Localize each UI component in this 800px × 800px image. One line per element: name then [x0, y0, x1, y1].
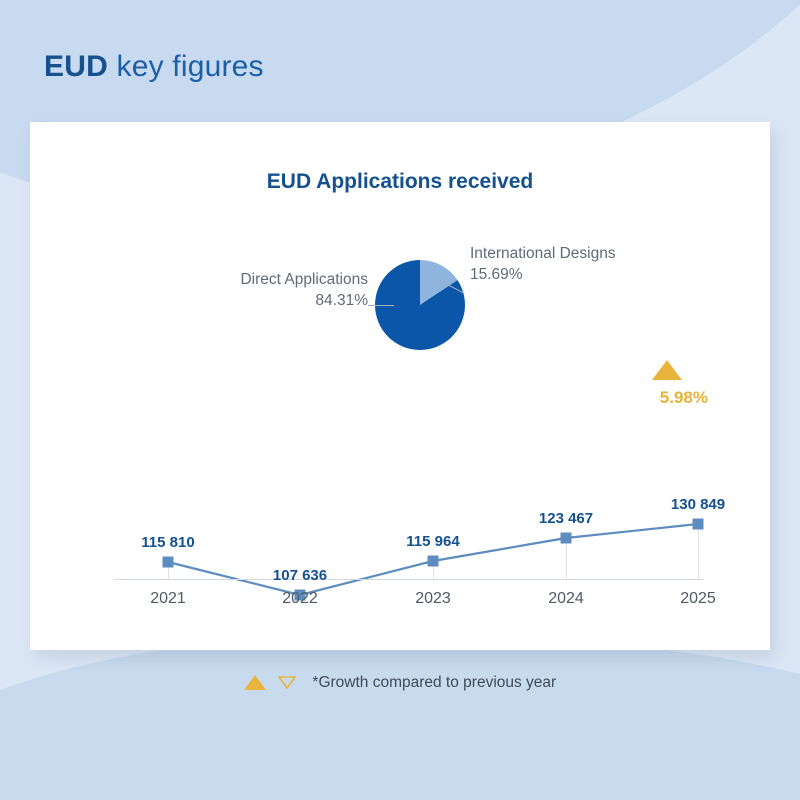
data-point-2024 [561, 533, 572, 544]
line-chart-series [86, 362, 714, 622]
x-tick-2023: 2023 [415, 590, 451, 607]
line-chart [86, 362, 726, 622]
page-title-bold: EUD [44, 50, 108, 83]
page-title [44, 50, 264, 84]
data-point-2021 [163, 557, 174, 568]
x-tick-2025: 2025 [680, 590, 716, 607]
chart-card [30, 122, 770, 650]
page-title-rest: key figures [107, 50, 264, 83]
x-tick-2024: 2024 [548, 590, 584, 607]
x-axis-line [114, 579, 704, 580]
data-label-2022: 107 636 [272, 567, 328, 584]
pie-label-international-designs-name: International Designs [470, 245, 616, 262]
footnote [0, 674, 800, 692]
pie-label-direct-applications [140, 270, 368, 312]
footnote-icons [244, 674, 296, 692]
growth-annotation: 5.98% [659, 388, 708, 407]
x-tick-2021: 2021 [150, 590, 186, 607]
data-label-2024: 123 467 [538, 510, 594, 527]
triangle-down-icon [278, 676, 296, 689]
pie-label-direct-applications-value: 84.31% [315, 291, 368, 309]
triangle-up-icon [652, 360, 682, 380]
data-point-2023 [428, 556, 439, 567]
pie-label-international-designs [470, 244, 700, 286]
x-tick-2022: 2022 [282, 590, 318, 607]
data-label-2023: 115 964 [406, 533, 460, 550]
data-point-2025 [693, 519, 704, 530]
data-label-2025: 130 849 [670, 496, 726, 513]
gridline-2025 [698, 524, 699, 580]
pie-label-direct-applications-name: Direct Applications [240, 271, 368, 288]
gridline-2024 [566, 538, 567, 580]
triangle-up-icon [244, 675, 266, 690]
pie-leader-line-left [368, 305, 394, 306]
data-label-2021: 115 810 [141, 534, 195, 551]
footnote-text: *Growth compared to previous year [312, 674, 557, 691]
pie-label-international-designs-value: 15.69% [470, 265, 523, 283]
card-title: EUD Applications received [266, 170, 534, 193]
